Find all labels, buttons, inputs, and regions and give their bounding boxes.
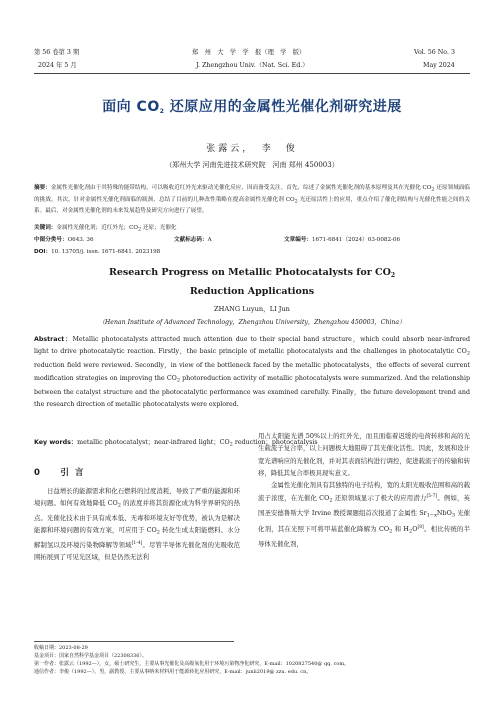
journal-name-cn: 郑 州 大 学 学 报（理 学 版） [192,49,306,56]
journal-name-en: J. Zhengzhou Univ.（Nat. Sci. Ed.） [196,62,309,69]
issue-date: 2024 年 5 月 [38,62,77,69]
article-number: 文章编号：1671-6841（2024）03-0082-06 [284,237,401,243]
authors-cn: 张露云， 李 俊 [206,144,298,154]
footnote-rule [34,641,234,642]
intro-right-column [258,430,470,550]
footnote-received: 收稿日期：2023-08-29 [34,645,88,651]
keywords-cn: 关键词：金属性光催化剂；近红外光；CO2 还原；光催化 [34,225,177,233]
intro-right-paragraph-2: 金属性光催化剂具有其独特的电子结构，宽的太阳光吸收范围和高的载流子浓度，在光催化 $CO_2$ 还原领域显示了极大的应用潜力[5-7]。例如，英国圣安德鲁斯大学 Irvine 教授课题组首次报道了金属性 $Sr_{1-x}NbO_3$ 光催化剂，其在光照下可将甲基蓝催化降解为 $CO_2$ 和 $H_2O[8]$。相比传统的半导体光催化剂， [258,481,471,548]
authors-en: ZHANG Luyun，LI Jun [214,305,290,313]
footnote-first-author: 第一作者：张露云（1992—），女，硕士研究生，主要从事光催化及高级氧化用于环境污染物净化研究，E-mail：1020827540@ qq. com。 [34,661,350,667]
affiliation-en: （Henan Institute of Advanced Technology，Zhengzhou University，Zhengzhou 450003，China） [98,319,406,326]
section-heading-introduction: 0 引言 [34,468,90,478]
affiliation-cn: （郑州大学 河南先进技术研究院 河南 郑州 450003） [165,161,339,169]
volume-issue: 第 56 卷第 3 期 [34,49,80,56]
footnote-corresponding: 通信作者：李俊（1992—），男，副教授，主要从事纳米材料用于能源转化应用研究，E-mail：junli2019@ zzu. edu. cn。 [34,669,312,675]
volume-issue-en: Vol. 56 No. 3 [414,49,455,56]
intro-left-column: 日益增长的能源需求和化石燃料的过度消耗，导致了严重的能源和环境问题。如何有效地降低 $CO_2$ 的浓度并将其资源化成为科学界研究的热点。光催化技术由于具有成本低、无毒和环境友好等优势，被认为是解决能源和环境问题的有效方案，可应用于 $CO_2$ 转化生成太阳能燃料、水分解制氢以及环境污染物降解等领域[1-4]。尽管半导体光催化剂的光吸收范围拓展到了可见光区域，但是仍然无法利 [34,487,241,562]
keywords-en: Key words：metallic photocatalyst；near-infrared light；$CO_2$ reduction；photocatalysis [34,439,318,448]
abstract-cn: 摘要：金属性光催化剂由于其特殊的能带结构，可以吸收近红外光来驱动光催化反应，因而备受关注。首先，综述了金属性光催化剂的基本原理及其在光催化 CO2 还原领域面临的挑战。其次，针对金属性光催化剂面临的瓶颈，总结了目前的几种改性策略在提高金属性光催化剂 CO2 光还原活性上的应用，重点介绍了催化剂结构与光催化性能之间的关系。最后，对金属性光催化剂的未来发展趋势及研究方向进行了展望。 [34,185,471,214]
doi: DOI：10. 13705/j. issn. 1671-6841. 2023198 [34,249,161,255]
footnote-fund: 基金项目：国家自然科学基金项目（22308336）。 [34,653,147,659]
clc-number: 中图分类号：O643. 36 [34,237,94,243]
document-code: 文献标志码：A [174,237,212,243]
issue-date-en: May 2024 [423,62,455,69]
header-rule [34,73,470,74]
paper-title-cn: 面向 $CO_2$ 还原应用的金属性光催化剂研究进展 [102,99,402,115]
intro-right-paragraph-1: 用占太阳能光谱 50%以上的红外光，而且面临着迟缓的电荷转移和高的光生载流子复合率，以上问题极大地阻碍了其光催化活性。因此，发展和设计宽光谱响应的光催化剂，并对其表面结构进行调控，促进载流子的传输和转移，降低其复合率极具现实意义。 [258,432,470,477]
paper-title-en: Research Progress on Metallic Photocatalysts for $CO_2$ Reduction Applications [108,267,396,297]
abstract-en: Abstract：Metallic photocatalysts attracted much attention due to their special band structure，which could absorb near-infrared light to drive photocatalytic reaction. Firstly，the basic principle of metallic photocatalysts and the challenges in photocatalytic $CO_2$ reduction field were reviewed. Secondly，in view of the bottleneck faced by the metallic photocatalysts，the effects of several current modification strategies on improving the $CO_2$ photoreduction activity of metallic photocatalysts were summarized. And the relationship between the catalyst structure and the photocatalytic performance was examined carefully. Finally，the future development trend and the research direction of metallic photocatalysts were explored. [34,336,470,409]
